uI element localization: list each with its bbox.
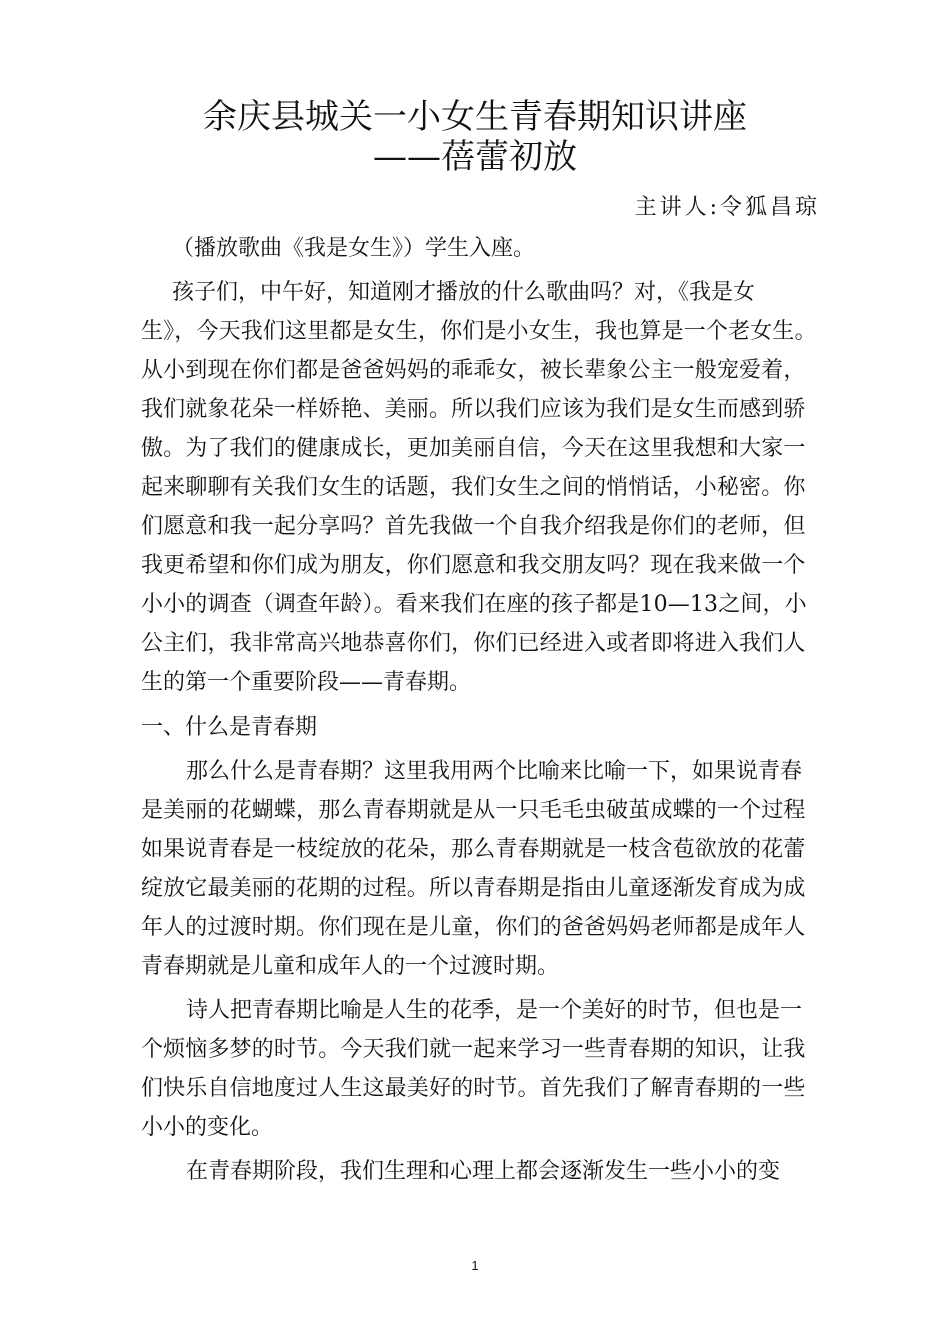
- text-line: 小小的变化。: [141, 1115, 274, 1140]
- text-line: 们快乐自信地度过人生这最美好的时节。首先我们了解青春期的一些: [141, 1076, 806, 1101]
- document-subtitle: ——蓓蕾初放: [373, 137, 577, 177]
- text-line: 公主们，我非常高兴地恭喜你们，你们已经进入或者即将进入我们人: [141, 631, 806, 656]
- document-title: 余庆县城关一小女生青春期知识讲座: [203, 97, 747, 137]
- page-number: 1: [471, 1258, 479, 1273]
- text-line: 个烦恼多梦的时节。今天我们就一起来学习一些青春期的知识，让我: [141, 1037, 806, 1062]
- text-line: （播放歌曲《我是女生》）学生入座。: [172, 236, 536, 261]
- text-line: 如果说青春是一枝绽放的花朵，那么青春期就是一枝含苞欲放的花蕾: [141, 837, 806, 862]
- speaker-name: 主讲人:令狐昌琼: [634, 195, 820, 220]
- text-line: 从小到现在你们都是爸爸妈妈的乖乖女，被长辈象公主一般宠爱着，: [141, 358, 806, 383]
- text-line: 那么什么是青春期？这里我用两个比喻来比喻一下，如果说青春: [186, 759, 803, 784]
- text-line: 诗人把青春期比喻是人生的花季，是一个美好的时节，但也是一: [186, 998, 803, 1023]
- text-line: 我们就象花朵一样娇艳、美丽。所以我们应该为我们是女生而感到骄: [141, 397, 806, 422]
- text-line: 绽放它最美丽的花期的过程。所以青春期是指由儿童逐渐发育成为成: [141, 876, 806, 901]
- text-line: 们愿意和我一起分享吗？首先我做一个自我介绍我是你们的老师，但: [141, 514, 806, 539]
- text-line: 小小的调查（调查年龄）。看来我们在座的孩子都是10—13之间，小: [141, 592, 807, 617]
- text-line: 青春期就是儿童和成年人的一个过渡时期。: [141, 954, 560, 979]
- text-line: 孩子们，中午好，知道刚才播放的什么歌曲吗？对，《我是女: [172, 280, 756, 305]
- text-line: 起来聊聊有关我们女生的话题，我们女生之间的悄悄话，小秘密。你: [141, 475, 806, 500]
- text-line: 傲。为了我们的健康成长，更加美丽自信，今天在这里我想和大家一: [141, 436, 806, 461]
- text-line: 生》，今天我们这里都是女生，你们是小女生，我也算是一个老女生。: [141, 319, 817, 344]
- text-line: 我更希望和你们成为朋友，你们愿意和我交朋友吗？现在我来做一个: [141, 553, 806, 578]
- text-line: 在青春期阶段，我们生理和心理上都会逐渐发生一些小小的变: [186, 1159, 781, 1184]
- section-heading: 一、什么是青春期: [141, 715, 318, 740]
- text-line: 生的第一个重要阶段——青春期。: [141, 670, 472, 695]
- text-line: 是美丽的花蝴蝶，那么青春期就是从一只毛毛虫破茧成蝶的一个过程: [141, 798, 806, 823]
- text-line: 年人的过渡时期。你们现在是儿童，你们的爸爸妈妈老师都是成年人: [141, 915, 806, 940]
